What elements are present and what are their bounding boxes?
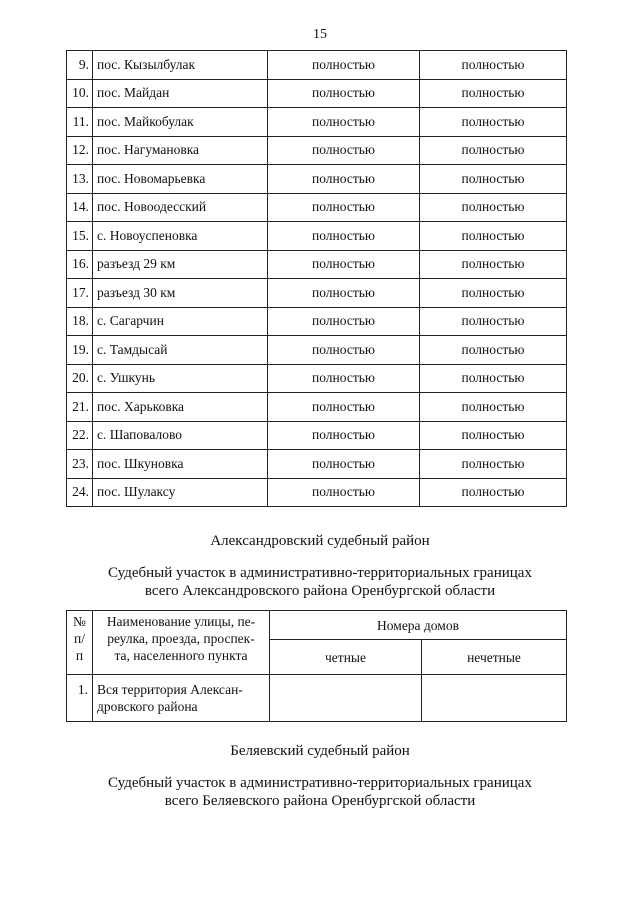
header-num <box>67 611 93 675</box>
settlement-name: разъезд 30 км <box>93 279 268 308</box>
table-row <box>67 364 567 393</box>
header-name-line2: реулка, проезда, проспек- <box>107 631 255 646</box>
settlement-name: с. Новоуспеновка <box>93 222 268 251</box>
table-row <box>67 336 567 365</box>
table-row <box>67 108 567 137</box>
row-number: 23. <box>67 450 93 479</box>
header-name-line1: Наименование улицы, пе- <box>106 614 256 629</box>
table-row <box>67 250 567 279</box>
table-row <box>67 136 567 165</box>
row-number: 15. <box>67 222 93 251</box>
row-number: 11. <box>67 108 93 137</box>
settlement-name: пос. Харьковка <box>93 393 268 422</box>
row-number: 20. <box>67 364 93 393</box>
odd-numbers: полностью <box>420 279 567 308</box>
settlement-name: с. Шаповалово <box>93 421 268 450</box>
row-number: 17. <box>67 279 93 308</box>
row-number: 14. <box>67 193 93 222</box>
header-name-line3: та, населенного пункта <box>114 648 248 663</box>
settlement-name: пос. Кызылбулак <box>93 51 268 80</box>
settlement-name: с. Тамдысай <box>93 336 268 365</box>
even-numbers: полностью <box>268 136 420 165</box>
row-odd-empty <box>422 675 567 722</box>
table-row <box>67 279 567 308</box>
table-row <box>67 222 567 251</box>
even-numbers: полностью <box>268 450 420 479</box>
settlement-name: пос. Шулаксу <box>93 478 268 507</box>
odd-numbers: полностью <box>420 51 567 80</box>
odd-numbers: полностью <box>420 364 567 393</box>
settlement-name: с. Сагарчин <box>93 307 268 336</box>
district-title-belyaevsky: Беляевский судебный район <box>230 743 410 759</box>
row-number: 10. <box>67 79 93 108</box>
row-name-line1: Вся территория Алексан- <box>97 682 243 697</box>
even-numbers: полностью <box>268 79 420 108</box>
even-numbers: полностью <box>268 336 420 365</box>
plot2-description-line1: Судебный участок в административно-территориальных границах <box>108 775 532 791</box>
settlement-name: пос. Нагумановка <box>93 136 268 165</box>
table-row <box>67 675 567 722</box>
table-row <box>67 79 567 108</box>
row-number: 22. <box>67 421 93 450</box>
header-num-line1: № <box>73 614 86 629</box>
row-name <box>93 675 270 722</box>
table-row <box>67 393 567 422</box>
header-even: четные <box>270 640 422 675</box>
page-number: 15 <box>313 27 327 42</box>
odd-numbers: полностью <box>420 250 567 279</box>
odd-numbers: полностью <box>420 193 567 222</box>
row-number: 24. <box>67 478 93 507</box>
odd-numbers: полностью <box>420 136 567 165</box>
odd-numbers: полностью <box>420 108 567 137</box>
table-row <box>67 478 567 507</box>
even-numbers: полностью <box>268 364 420 393</box>
even-numbers: полностью <box>268 222 420 251</box>
row-number: 12. <box>67 136 93 165</box>
settlement-name: пос. Майдан <box>93 79 268 108</box>
row-number: 19. <box>67 336 93 365</box>
even-numbers: полностью <box>268 250 420 279</box>
row-name-line2: дровского района <box>97 699 198 714</box>
plot-description-line2: всего Александровского района Оренбургской области <box>144 583 496 599</box>
table-row <box>67 165 567 194</box>
odd-numbers: полностью <box>420 336 567 365</box>
odd-numbers: полностью <box>420 478 567 507</box>
even-numbers: полностью <box>268 478 420 507</box>
settlement-name: разъезд 29 км <box>93 250 268 279</box>
even-numbers: полностью <box>268 279 420 308</box>
plot-description-line1: Судебный участок в административно-территориальных границах <box>108 565 532 581</box>
settlement-name: пос. Майкобулак <box>93 108 268 137</box>
row-even-empty <box>270 675 422 722</box>
row-number: 9. <box>67 51 93 80</box>
table-row <box>67 450 567 479</box>
odd-numbers: полностью <box>420 421 567 450</box>
settlement-name: пос. Новоодесский <box>93 193 268 222</box>
even-numbers: полностью <box>268 421 420 450</box>
even-numbers: полностью <box>268 51 420 80</box>
odd-numbers: полностью <box>420 307 567 336</box>
row-number: 16. <box>67 250 93 279</box>
table-row <box>67 307 567 336</box>
odd-numbers: полностью <box>420 165 567 194</box>
header-houses: Номера домов <box>270 611 567 640</box>
header-num-line2: п/п <box>74 631 85 663</box>
header-odd: нечетные <box>422 640 567 675</box>
odd-numbers: полностью <box>420 450 567 479</box>
odd-numbers: полностью <box>420 393 567 422</box>
settlement-name: пос. Шкуновка <box>93 450 268 479</box>
odd-numbers: полностью <box>420 79 567 108</box>
row-number: 13. <box>67 165 93 194</box>
even-numbers: полностью <box>268 165 420 194</box>
table-row <box>67 193 567 222</box>
row-number: 21. <box>67 393 93 422</box>
header-name <box>93 611 270 675</box>
even-numbers: полностью <box>268 193 420 222</box>
settlements-table <box>66 50 567 507</box>
plot2-description-line2: всего Беляевского района Оренбургской области <box>164 793 476 809</box>
aleksandrovsky-table <box>66 610 567 722</box>
even-numbers: полностью <box>268 393 420 422</box>
settlement-name: с. Ушкунь <box>93 364 268 393</box>
row-num: 1. <box>67 675 93 722</box>
table-row <box>67 421 567 450</box>
even-numbers: полностью <box>268 307 420 336</box>
odd-numbers: полностью <box>420 222 567 251</box>
table-row <box>67 51 567 80</box>
settlement-name: пос. Новомарьевка <box>93 165 268 194</box>
row-number: 18. <box>67 307 93 336</box>
district-title-aleksandrovsky: Александровский судебный район <box>210 533 430 549</box>
even-numbers: полностью <box>268 108 420 137</box>
